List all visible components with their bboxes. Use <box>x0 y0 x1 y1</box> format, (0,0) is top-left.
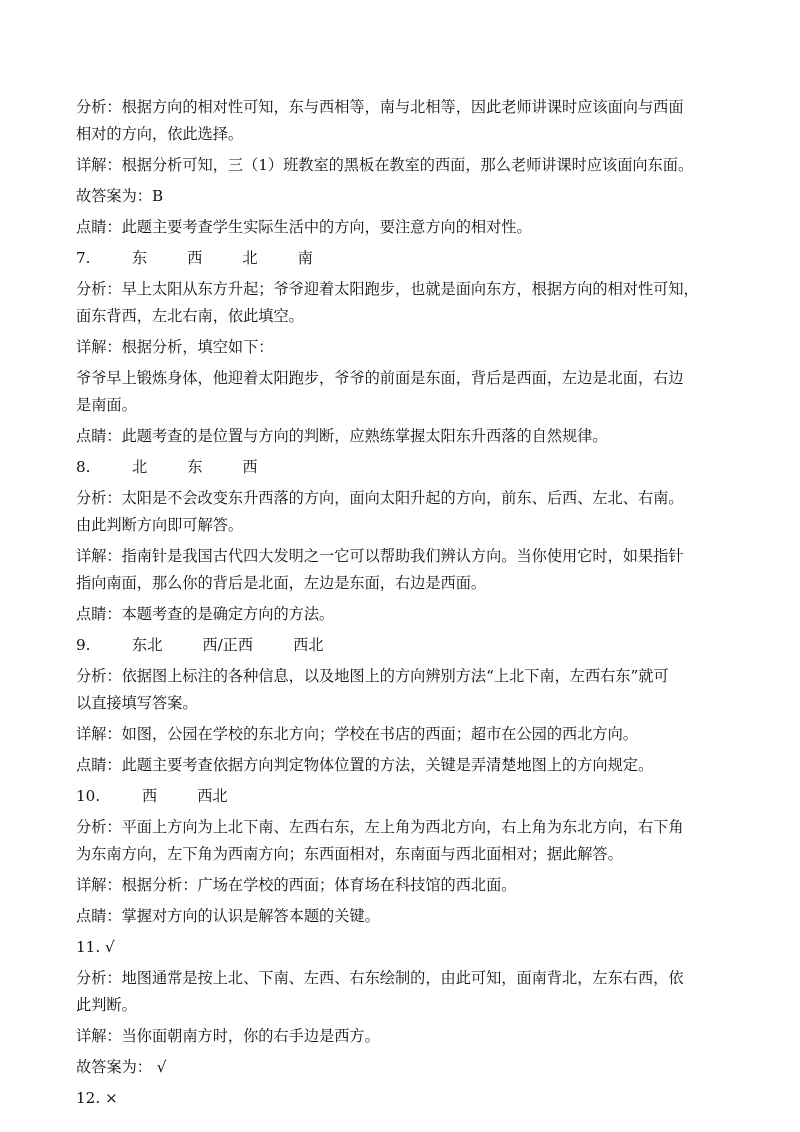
analysis-line: 分析：平面上方向为上北下南、左西右东，左上角为西北方向，右上角为东北方向，右下角 <box>76 818 684 836</box>
analysis-line: 由此判断方向即可解答。 <box>76 516 244 534</box>
answer-blank: 西北 <box>293 636 324 654</box>
answer-blank: 西 <box>187 249 203 267</box>
final-answer-line: 故答案为：B <box>76 187 164 205</box>
question-9-answers <box>76 632 728 659</box>
question-number: 9. <box>76 636 91 654</box>
comment-line: 点睛：掌握对方向的认识是解答本题的关键。 <box>76 907 380 925</box>
answer-blank: 东北 <box>132 636 163 654</box>
detail-line: 详解：指南针是我国古代四大发明之一它可以帮助我们辨认方向。当你使用它时，如果指针 <box>76 547 684 565</box>
detail-line: 指向南面，那么你的背后是北面，左边是东面，右边是西面。 <box>76 574 487 592</box>
question-number: 10. <box>76 787 101 805</box>
detail-line: 详解：根据分析可知，三（1）班教室的黑板在教室的西面，那么老师讲课时应该面向东面。 <box>76 156 694 174</box>
question-number: 8. <box>76 458 91 476</box>
answer-blank: 北 <box>242 249 258 267</box>
question-7-answers <box>76 245 728 272</box>
answer-blank: 东 <box>132 249 148 267</box>
analysis-line: 相对的方向，依此选择。 <box>76 125 244 143</box>
detail-line: 详解：当你面朝南方时，你的右手边是西方。 <box>76 1027 380 1045</box>
question-11-answer: 11. √ <box>76 938 115 956</box>
comment-line: 点睛：本题考查的是确定方向的方法。 <box>76 605 335 623</box>
answer-blank: 西 <box>142 787 158 805</box>
analysis-line: 此判断。 <box>76 996 137 1014</box>
question-number: 7. <box>76 249 91 267</box>
analysis-line: 分析：依据图上标注的各种信息，以及地图上的方向辨别方法“上北下南，左西右东”就可 <box>76 667 669 685</box>
analysis-line: 分析：根据方向的相对性可知，东与西相等，南与北相等，因此老师讲课时应该面向与西面 <box>76 98 684 116</box>
question-10-answers <box>76 783 728 810</box>
final-answer-line: 故答案为： √ <box>76 1058 167 1076</box>
detail-line: 爷爷早上锻炼身体，他迎着太阳跑步，爷爷的前面是东面，背后是西面，左边是北面，右边 <box>76 369 684 387</box>
analysis-line: 分析：早上太阳从东方升起；爷爷迎着太阳跑步，也就是面向东方，根据方向的相对性可知， <box>76 280 699 298</box>
question-8-answers <box>76 454 728 481</box>
answer-blank: 西/正西 <box>202 636 254 654</box>
detail-line: 详解：如图，公园在学校的东北方向；学校在书店的西面；超市在公园的西北方向。 <box>76 725 638 743</box>
detail-line: 详解：根据分析：广场在学校的西面；体育场在科技馆的西北面。 <box>76 876 517 894</box>
answer-blank: 北 <box>132 458 148 476</box>
answer-blank: 南 <box>297 249 313 267</box>
question-12-answer: 12. × <box>76 1089 118 1107</box>
analysis-line: 为东南方向，左下角为西南方向；东西面相对，东南面与西北面相对；据此解答。 <box>76 845 623 863</box>
answer-blank: 西 <box>242 458 258 476</box>
comment-line: 点睛：此题主要考查依据方向判定物体位置的方法，关键是弄清楚地图上的方向规定。 <box>76 756 654 774</box>
analysis-line: 面东背西，左北右南，依此填空。 <box>76 307 304 325</box>
answer-blank: 东 <box>187 458 203 476</box>
comment-line: 点睛：此题考查的是位置与方向的判断，应熟练掌握太阳东升西落的自然规律。 <box>76 427 608 445</box>
comment-line: 点睛：此题主要考查学生实际生活中的方向，要注意方向的相对性。 <box>76 218 532 236</box>
analysis-line: 分析：地图通常是按上北、下南、左西、右东绘制的，由此可知，面南背北，左东右西，依 <box>76 969 684 987</box>
analysis-line: 分析：太阳是不会改变东升西落的方向，面向太阳升起的方向，前东、后西、左北、右南。 <box>76 489 684 507</box>
detail-line: 是南面。 <box>76 396 137 414</box>
document-page <box>76 94 728 1112</box>
answer-blank: 西北 <box>197 787 228 805</box>
detail-line: 详解：根据分析，填空如下： <box>76 338 274 356</box>
analysis-line: 以直接填写答案。 <box>76 694 198 712</box>
